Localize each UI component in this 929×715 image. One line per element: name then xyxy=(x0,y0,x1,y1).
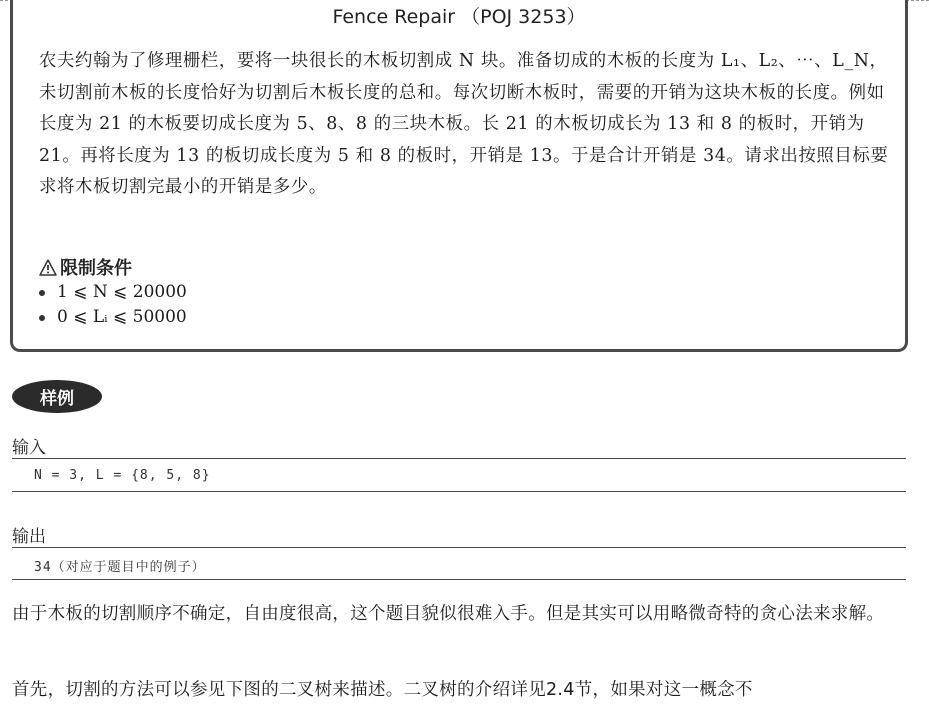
output-label: 输出 xyxy=(12,527,46,547)
output-value: 34（对应于题目中的例子） xyxy=(34,560,206,575)
constraint-list xyxy=(39,280,187,330)
constraint-item xyxy=(39,305,187,330)
bullet-icon xyxy=(39,315,45,321)
bullet-icon xyxy=(39,290,45,296)
input-value: N = 3, L = {8, 5, 8} xyxy=(34,468,211,483)
problem-box xyxy=(10,0,908,352)
sample-badge: 样例 xyxy=(12,380,102,413)
constraint-text: 1 ⩽ N ⩽ 20000 xyxy=(57,282,187,302)
output-top-rule xyxy=(12,547,906,548)
warning-icon xyxy=(39,259,57,276)
output-bottom-rule xyxy=(12,579,906,580)
body-paragraph: 由于木板的切割顺序不确定，自由度很高，这个题目貌似很难入手。但是其实可以用略微奇特的贪心法来求解。 xyxy=(12,604,885,624)
body-paragraph: 首先，切割的方法可以参见下图的二叉树来描述。二叉树的介绍详见2.4节，如果对这一概念不 xyxy=(12,680,753,700)
problem-description: 农夫约翰为了修理栅栏，要将一块很长的木板切割成 N 块。准备切成的木板的长度为 L₁、L₂、⋯、L_N，未切割前木板的长度恰好为切割后木板长度的总和。每次切断木板时，需要的开销为这块木板的长度。例如长度为 21 的木板要切成长度为 5、8、8 的三块木板。长 21 的木板切成长为 13 和 8 的板时，开销为 21。再将长度为 13 的板切成长度为 5 和 8 的板时，开销是 13。于是合计开销是 34。请求出按照目标要求将木板切割完最小的开销是多少。 xyxy=(39,51,889,197)
constraints-heading-text: 限制条件 xyxy=(60,258,132,279)
constraint-text: 0 ⩽ Lᵢ ⩽ 50000 xyxy=(57,307,187,327)
input-top-rule xyxy=(12,458,906,459)
problem-title: Fence Repair （POJ 3253） xyxy=(332,6,586,28)
input-bottom-rule xyxy=(12,491,906,492)
constraint-item xyxy=(39,280,187,305)
input-label: 输入 xyxy=(12,438,46,458)
constraints-heading xyxy=(39,254,132,280)
